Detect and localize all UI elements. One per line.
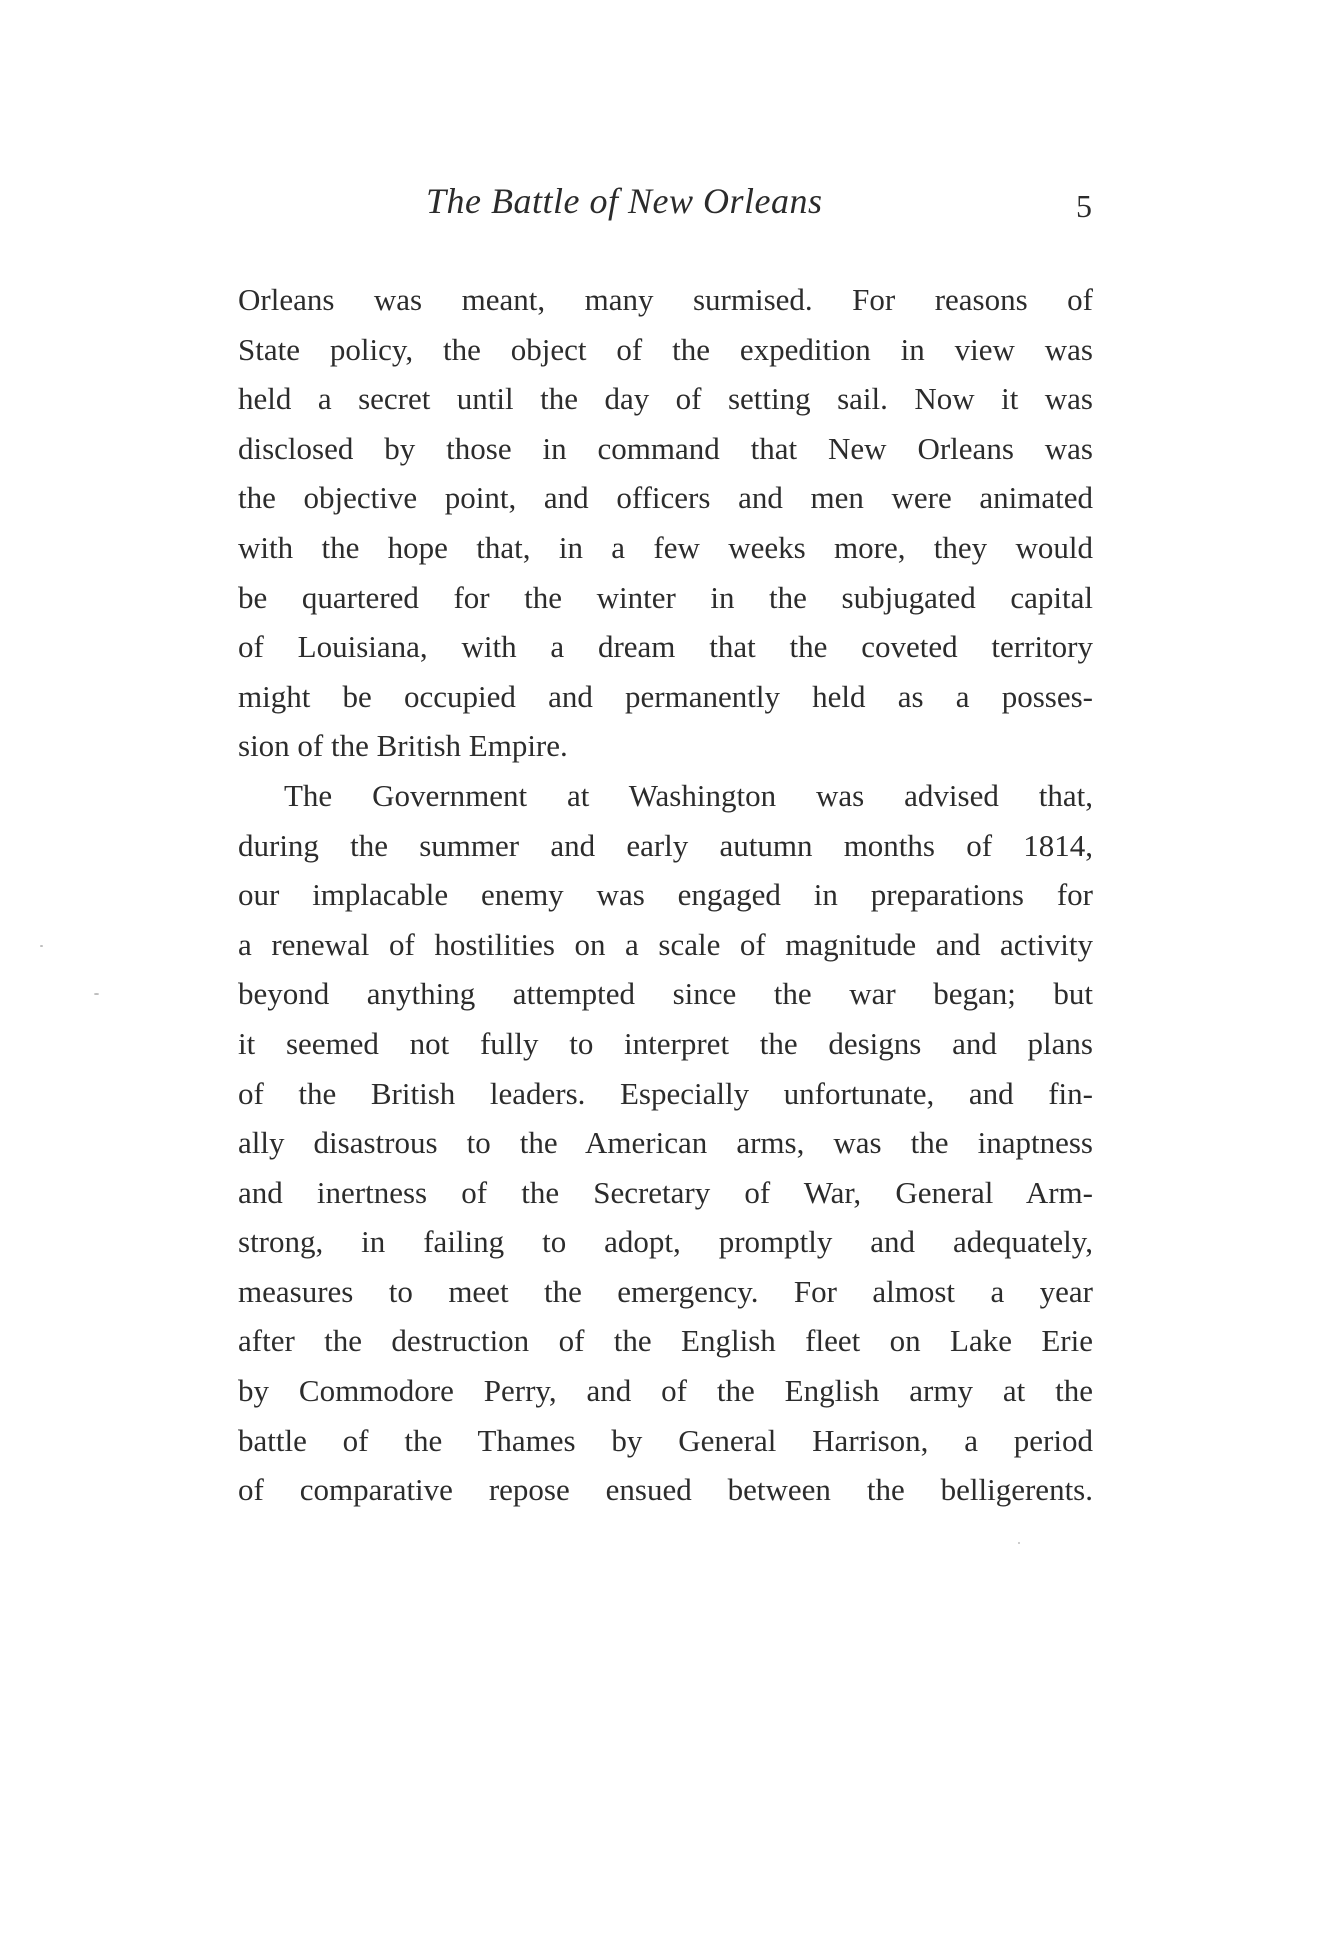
paragraph-1 (238, 275, 1093, 771)
running-title: The Battle of New Orleans (426, 181, 823, 221)
text-line: a renewal of hostilities on a scale of magnitude and activity (238, 926, 1093, 962)
text-line: by Commodore Perry, and of the English army at the (238, 1373, 1093, 1409)
text-line: strong, in failing to adopt, promptly and adequately, (238, 1224, 1093, 1260)
text-line: The Government at Washington was advised that, (284, 777, 1093, 813)
page-number: 5 (1076, 188, 1092, 224)
text-line: after the destruction of the English fleet on Lake Erie (238, 1323, 1093, 1359)
text-line: of Louisiana, with a dream that the coveted territory (238, 629, 1093, 665)
text-line: disclosed by those in command that New Orleans was (238, 430, 1093, 466)
text-line: ally disastrous to the American arms, was the inaptness (238, 1125, 1093, 1161)
text-line: of the British leaders. Especially unfortunate, and fin- (238, 1075, 1093, 1111)
text-line: during the summer and early autumn months of 1814, (238, 827, 1093, 863)
text-line: of comparative repose ensued between the belligerents. (238, 1472, 1093, 1508)
text-line: be quartered for the winter in the subjugated capital (238, 579, 1093, 615)
text-line: battle of the Thames by General Harrison, a period (238, 1422, 1093, 1458)
text-line: the objective point, and officers and men were animated (238, 480, 1093, 516)
text-line: our implacable enemy was engaged in preparations for (238, 877, 1093, 913)
paper-speck (1018, 1542, 1020, 1544)
text-line: measures to meet the emergency. For almost a year (238, 1273, 1093, 1309)
text-line: State policy, the object of the expedition in view was (238, 331, 1093, 367)
text-line: with the hope that, in a few weeks more, they would (238, 529, 1093, 565)
text-line: Orleans was meant, many surmised. For reasons of (238, 282, 1093, 317)
text-line: it seemed not fully to interpret the designs and plans (238, 1025, 1093, 1061)
text-line: sion of the British Empire. (238, 728, 568, 764)
text-line: held a secret until the day of setting sail. Now it was (238, 381, 1093, 417)
paper-speck (40, 945, 43, 947)
text-line: beyond anything attempted since the war began; but (238, 976, 1093, 1012)
text-line: and inertness of the Secretary of War, General Arm- (238, 1174, 1093, 1210)
body-text (238, 275, 1093, 1515)
running-head (236, 180, 1094, 234)
paragraph-2 (238, 771, 1093, 1515)
paper-speck (94, 993, 99, 995)
text-line: might be occupied and permanently held as a posses- (238, 678, 1093, 714)
